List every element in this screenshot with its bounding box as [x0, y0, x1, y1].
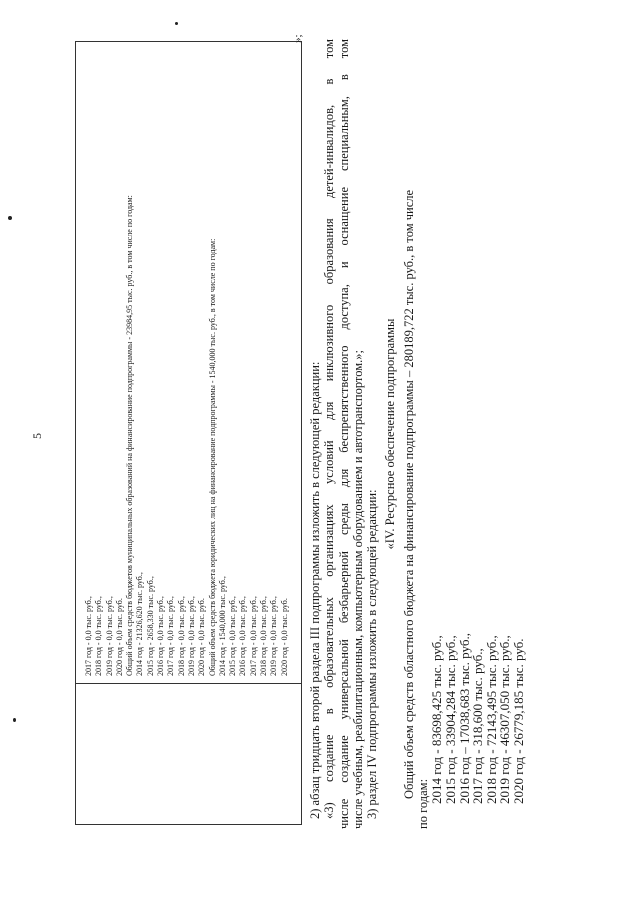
table-line: Общий объем средств бюджетов муниципальных образований на финансирование подпрограммы - 23984,95 тыс. руб., в том числе по годам: — [125, 195, 135, 676]
year-line: 2018 год - 72143,495 тыс. руб., — [483, 635, 499, 804]
scan-speck — [8, 216, 12, 220]
year-line: 2019 год - 46307,050 тыс. руб., — [497, 635, 513, 804]
amendment-quote-line: числе учебным, реабилитационным, компьютерным оборудованием и автотранспортом.»; — [350, 350, 365, 829]
page-number: 5 — [30, 433, 44, 439]
passport-table-fragment — [75, 41, 302, 825]
table-line: 2018 год - 0,0 тыс. руб., — [176, 596, 186, 676]
table-column-divider — [76, 683, 301, 684]
amendment-item-2: 2) абзац тридцать второй раздела III подпрограммы изложить в следующей редакции: — [308, 361, 322, 819]
year-line: 2020 год - 26779,185 тыс. руб. — [510, 638, 526, 804]
amendment-quote-line: «3) создание в образовательных организациях условий для инклюзивного образования детей-инвалидов, в том — [322, 39, 337, 819]
funding-year-list — [430, 39, 525, 829]
scan-speck — [175, 22, 178, 25]
year-line: 2016 год – 17038,683 тыс. руб., — [456, 633, 472, 804]
table-line: 2019 год - 0,0 тыс. руб., — [186, 596, 196, 676]
table-line: 2020 год - 0,0 тыс. руб. — [279, 598, 289, 676]
year-line: 2014 год - 83698,425 тыс. руб., — [429, 635, 445, 804]
table-closing-mark: »; — [292, 34, 304, 43]
table-line: Общий объем средств бюджета юридических лиц на финансирование подпрограммы - 1540,000 тыс. руб., в том числе по годам: — [207, 238, 217, 676]
table-line: 2014 год - 21326,620 тыс. руб., — [135, 572, 145, 676]
table-line: 2015 год - 0,0 тыс. руб., — [228, 596, 238, 676]
table-line: 2019 год - 0,0 тыс. руб., — [104, 596, 114, 676]
table-line: 2014 год - 1540,000 тыс. руб., — [217, 576, 227, 676]
table-line: 2017 год - 0,0 тыс. руб., — [84, 596, 93, 676]
year-line: 2017 год - 318,600 тыс. руб., — [470, 648, 486, 804]
table-line: 2020 год - 0,0 тыс. руб. — [197, 598, 207, 676]
scan-speck — [13, 718, 16, 722]
table-line: 2019 год - 0,0 тыс. руб., — [269, 596, 279, 676]
year-line: 2015 год - 33904,284 тыс. руб., — [442, 635, 458, 804]
table-line: 2016 год - 0,0 тыс. руб., — [156, 596, 166, 676]
table-line: 2017 год - 0,0 тыс. руб., — [248, 596, 258, 676]
table-line: 2020 год - 0,0 тыс. руб. — [114, 598, 124, 676]
amendment-text — [308, 39, 526, 829]
funding-by-years-label: по годам: — [416, 778, 431, 829]
table-line: 2018 год - 0,0 тыс. руб., — [94, 596, 104, 676]
amendment-quote-line: числе создание универсальной безбарьерной среды для беспрепятственного доступа, и оснащение специальным, в том — [336, 39, 351, 829]
amendment-item-3: 3) раздел IV подпрограммы изложить в следующей редакции: — [365, 489, 380, 819]
table-line: 2017 год - 0,0 тыс. руб., — [166, 596, 176, 676]
funding-total: Общий объем средств областного бюджета на финансирование подпрограммы – 280189,722 тыс. руб., в том числе — [401, 189, 416, 799]
section-title: «IV. Ресурсное обеспечение подпрограммы — [383, 318, 398, 550]
table-funding-cell — [84, 51, 290, 676]
table-line: 2016 год - 0,0 тыс. руб., — [238, 596, 248, 676]
table-line: 2018 год - 0,0 тыс. руб., — [259, 596, 269, 676]
table-line: 2015 год - 2658,330 тыс. руб., — [145, 576, 155, 676]
